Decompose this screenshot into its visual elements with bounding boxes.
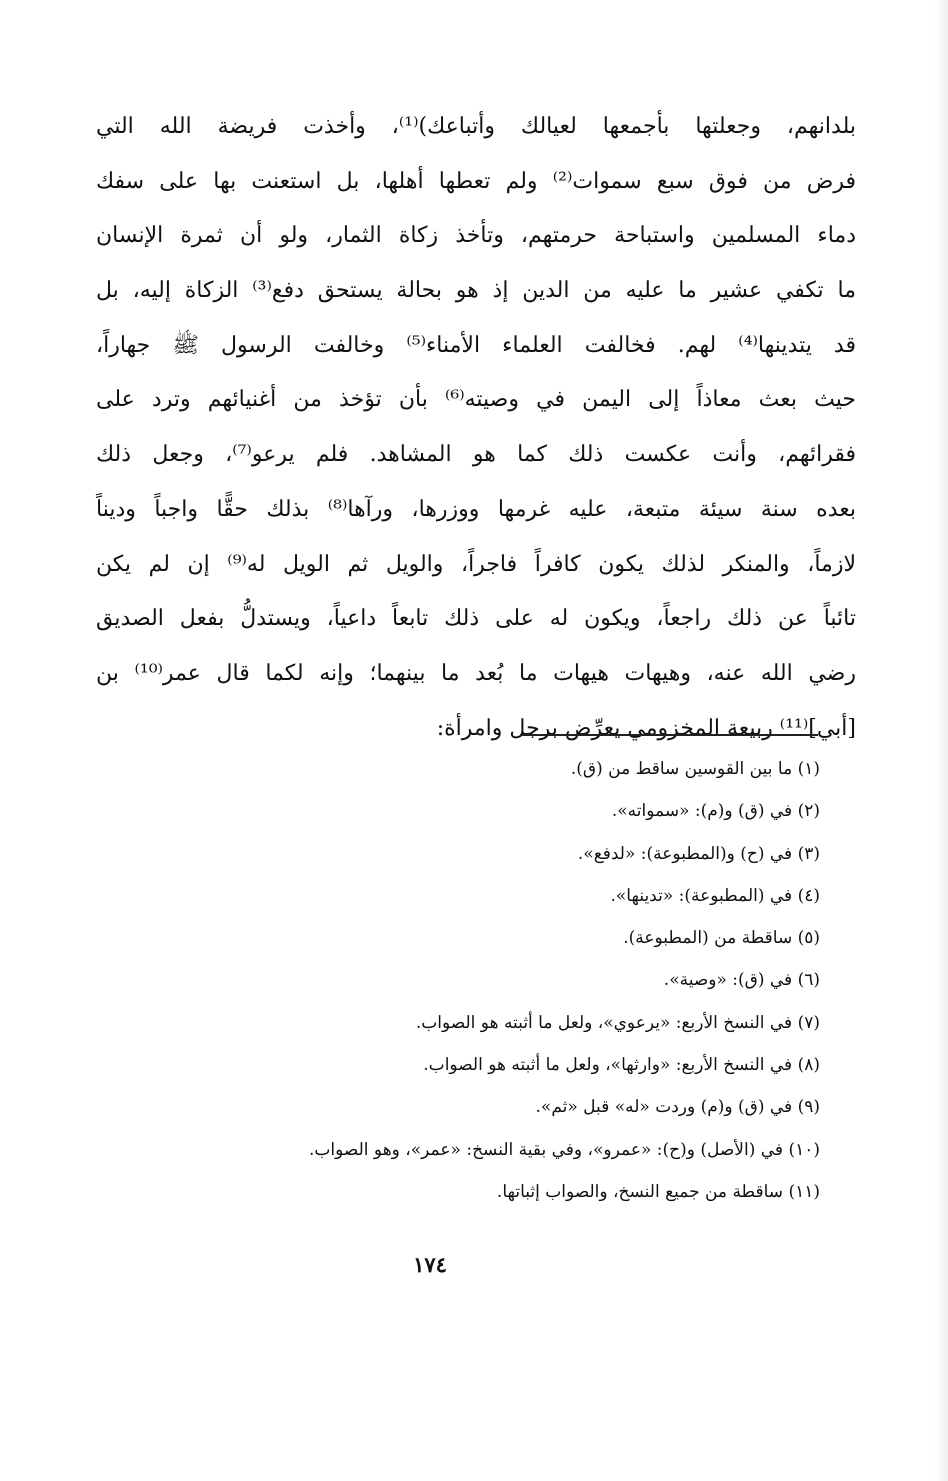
text-line-1: بلدانهم، وجعلتها بأجمعها لعيالك وأتباعك)⁽¹⁾، وأخذت فريضة الله التي <box>96 114 856 139</box>
text-line-4: ما تكفي عشير ما عليه من الدين إذ هو بحالة يستحق دفع⁽³⁾ الزكاة إليه، بل <box>96 278 856 304</box>
text-line-6: حيث بعث معاذاً إلى اليمن في وصيته⁽⁶⁾ بأن تؤخذ من أغنيائهم وترد على <box>96 387 856 413</box>
footnote-7: (٧) في النسخ الأربع: «يرعوي»، ولعل ما أثبته هو الصواب. <box>415 1012 820 1033</box>
main-text <box>96 100 856 756</box>
footnote-9: (٩) في (ق) و(م) وردت «له» قبل «ثم». <box>535 1097 820 1118</box>
text-line-9: لازماً، والمنكر لذلك يكون كافراً فاجراً، والويل ثم الويل له⁽⁹⁾ إن لم يكن <box>96 551 856 577</box>
footnote-8: (٨) في النسخ الأربع: «وارثها»، ولعل ما أثبته هو الصواب. <box>423 1055 820 1076</box>
text-line-5: قد يتدينها⁽⁴⁾ لهم. فخالفت العلماء الأمناء⁽⁵⁾ وخالفت الرسول ﷺ جهاراً، <box>96 332 856 358</box>
footnote-2: (٢) في (ق) و(م): «سمواته». <box>611 801 820 822</box>
footnotes <box>96 748 820 1213</box>
footnote-separator <box>520 734 818 736</box>
text-line-12: [أبي]⁽¹¹⁾ ربيعة المخزومي يعرِّض برجل وامرأة: <box>436 715 856 741</box>
footnote-4: (٤) في (المطبوعة): «تدينها». <box>610 885 820 906</box>
footnote-6: (٦) في (ق): «وصية». <box>663 970 820 991</box>
text-line-2: فرض من فوق سبع سموات⁽²⁾ ولم تعطها أهلها، بل استعنت بها على سفك <box>96 168 857 194</box>
footnote-10: (١٠) في (الأصل) و(ح): «عمرو»، وفي بقية النسخ: «عمر»، وهو الصواب. <box>308 1139 820 1160</box>
text-line-8: بعده سنة سيئة متبعة، عليه غرمها ووزرها، ورآها⁽⁸⁾ بذلك حقًّا واجباً وديناً <box>96 496 856 522</box>
text-line-3: دماء المسلمين واستباحة حرمتهم، وتأخذ زكاة الثمار، ولو أن ثمرة الإنسان <box>96 223 856 249</box>
page-number: ١٧٤ <box>413 1252 447 1277</box>
text-line-10: تائباً عن ذلك راجعاً، ويكون له على ذلك تابعاً داعياً، ويستدلُّ بفعل الصديق <box>96 606 856 632</box>
text-line-7: فقرائهم، وأنت عكست ذلك كما هو المشاهد. فلم يرعو⁽⁷⁾، وجعل ذلك <box>96 442 856 468</box>
footnote-11: (١١) ساقطة من جميع النسخ، والصواب إثباتها. <box>496 1181 820 1202</box>
footnote-3: (٣) في (ح) و(المطبوعة): «لدفع». <box>577 843 820 864</box>
footnote-5: (٥) ساقطة من (المطبوعة). <box>623 928 820 949</box>
footnote-1: (١) ما بين القوسين ساقط من (ق). <box>570 759 820 779</box>
text-line-11: رضي الله عنه، وهيهات هيهات ما بُعد ما بينهما؛ وإنه لكما قال عمر⁽¹⁰⁾ بن <box>96 660 856 686</box>
page-edge <box>934 0 948 1481</box>
